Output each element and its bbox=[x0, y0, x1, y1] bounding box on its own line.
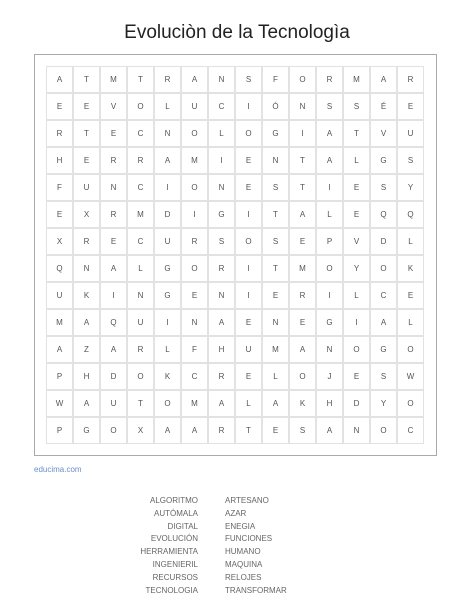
grid-cell: O bbox=[397, 390, 424, 417]
grid-cell: D bbox=[343, 390, 370, 417]
grid-cell: I bbox=[316, 282, 343, 309]
grid-cell: E bbox=[262, 282, 289, 309]
letter-grid bbox=[46, 66, 424, 444]
grid-cell: A bbox=[154, 417, 181, 444]
grid-cell: O bbox=[289, 363, 316, 390]
grid-cell: N bbox=[127, 282, 154, 309]
grid-cell: I bbox=[235, 93, 262, 120]
grid-cell: O bbox=[235, 120, 262, 147]
grid-cell: S bbox=[316, 93, 343, 120]
grid-cell: X bbox=[73, 201, 100, 228]
grid-cell: I bbox=[235, 201, 262, 228]
grid-cell: A bbox=[316, 417, 343, 444]
word-list-left bbox=[120, 495, 198, 597]
grid-cell: G bbox=[208, 201, 235, 228]
word-list-item: FUNCIONES bbox=[225, 534, 273, 544]
grid-cell: Y bbox=[343, 255, 370, 282]
grid-cell: O bbox=[127, 93, 154, 120]
word-list-item: ENEGIA bbox=[225, 521, 256, 531]
grid-cell: N bbox=[181, 309, 208, 336]
word-search-board bbox=[34, 54, 437, 456]
page-title: Evoluciòn de la Tecnologìa bbox=[124, 22, 350, 43]
grid-cell: O bbox=[181, 120, 208, 147]
grid-cell: L bbox=[397, 228, 424, 255]
grid-cell: U bbox=[181, 93, 208, 120]
grid-cell: O bbox=[343, 336, 370, 363]
grid-cell: L bbox=[235, 390, 262, 417]
word-list-item: AUTÓMALA bbox=[153, 508, 198, 518]
grid-cell: N bbox=[154, 120, 181, 147]
grid-cell: G bbox=[316, 309, 343, 336]
grid-cell: E bbox=[289, 309, 316, 336]
grid-cell: T bbox=[262, 201, 289, 228]
grid-cell: U bbox=[73, 174, 100, 201]
grid-cell: U bbox=[46, 282, 73, 309]
grid-cell: Y bbox=[370, 390, 397, 417]
grid-cell: O bbox=[181, 255, 208, 282]
watermark: educima.com bbox=[34, 465, 82, 474]
grid-cell: E bbox=[343, 201, 370, 228]
grid-cell: I bbox=[343, 309, 370, 336]
grid-cell: E bbox=[100, 228, 127, 255]
grid-cell: L bbox=[343, 147, 370, 174]
grid-cell: M bbox=[100, 66, 127, 93]
grid-cell: U bbox=[235, 336, 262, 363]
grid-cell: M bbox=[343, 66, 370, 93]
word-list-item: ALGORITMO bbox=[149, 496, 198, 505]
grid-cell: A bbox=[370, 66, 397, 93]
grid-cell: C bbox=[181, 363, 208, 390]
grid-cell: R bbox=[181, 228, 208, 255]
grid-cell: G bbox=[154, 255, 181, 282]
grid-cell: U bbox=[100, 390, 127, 417]
grid-cell: R bbox=[154, 66, 181, 93]
grid-cell: E bbox=[262, 417, 289, 444]
grid-cell: E bbox=[181, 282, 208, 309]
grid-cell: R bbox=[46, 120, 73, 147]
grid-cell: R bbox=[208, 363, 235, 390]
grid-cell: S bbox=[397, 147, 424, 174]
grid-cell: K bbox=[397, 255, 424, 282]
grid-cell: O bbox=[154, 390, 181, 417]
grid-cell: T bbox=[73, 66, 100, 93]
grid-cell: H bbox=[73, 363, 100, 390]
grid-cell: I bbox=[100, 282, 127, 309]
grid-cell: E bbox=[289, 228, 316, 255]
word-list-item: RECURSOS bbox=[152, 572, 198, 582]
grid-cell: W bbox=[397, 363, 424, 390]
grid-cell: A bbox=[289, 201, 316, 228]
grid-cell: A bbox=[208, 309, 235, 336]
grid-cell: T bbox=[127, 390, 154, 417]
grid-cell: O bbox=[316, 255, 343, 282]
grid-cell: G bbox=[370, 336, 397, 363]
grid-cell: V bbox=[343, 228, 370, 255]
grid-cell: R bbox=[127, 336, 154, 363]
grid-cell: E bbox=[343, 174, 370, 201]
grid-cell: N bbox=[343, 417, 370, 444]
word-list-item: HUMANO bbox=[225, 547, 261, 557]
grid-cell: K bbox=[289, 390, 316, 417]
grid-cell: Q bbox=[370, 201, 397, 228]
grid-cell: M bbox=[46, 309, 73, 336]
grid-cell: I bbox=[208, 147, 235, 174]
grid-cell: T bbox=[289, 147, 316, 174]
grid-cell: G bbox=[73, 417, 100, 444]
grid-cell: T bbox=[127, 66, 154, 93]
grid-cell: S bbox=[370, 363, 397, 390]
grid-cell: C bbox=[397, 417, 424, 444]
grid-cell: Ó bbox=[262, 93, 289, 120]
grid-cell: O bbox=[370, 417, 397, 444]
word-list-item: AZAR bbox=[225, 508, 247, 518]
grid-cell: X bbox=[127, 417, 154, 444]
grid-cell: O bbox=[235, 228, 262, 255]
grid-cell: E bbox=[397, 282, 424, 309]
grid-cell: E bbox=[235, 363, 262, 390]
grid-cell: L bbox=[343, 282, 370, 309]
grid-cell: E bbox=[73, 93, 100, 120]
grid-cell: M bbox=[262, 336, 289, 363]
grid-cell: E bbox=[73, 147, 100, 174]
grid-cell: R bbox=[208, 255, 235, 282]
grid-cell: S bbox=[262, 174, 289, 201]
grid-cell: I bbox=[154, 174, 181, 201]
grid-cell: N bbox=[208, 282, 235, 309]
grid-cell: R bbox=[316, 66, 343, 93]
grid-cell: M bbox=[127, 201, 154, 228]
grid-cell: E bbox=[235, 174, 262, 201]
grid-cell: X bbox=[46, 228, 73, 255]
word-list-item: TECNOLOGIA bbox=[145, 585, 198, 595]
grid-cell: C bbox=[127, 120, 154, 147]
grid-cell: N bbox=[262, 147, 289, 174]
grid-cell: L bbox=[316, 201, 343, 228]
grid-cell: A bbox=[73, 309, 100, 336]
grid-cell: S bbox=[208, 228, 235, 255]
grid-cell: D bbox=[100, 363, 127, 390]
grid-cell: M bbox=[181, 147, 208, 174]
grid-cell: N bbox=[73, 255, 100, 282]
grid-cell: E bbox=[46, 93, 73, 120]
word-list-item: ARTESANO bbox=[225, 496, 269, 505]
grid-cell: L bbox=[262, 363, 289, 390]
grid-cell: R bbox=[127, 147, 154, 174]
grid-cell: A bbox=[370, 309, 397, 336]
grid-cell: M bbox=[181, 390, 208, 417]
grid-cell: O bbox=[289, 66, 316, 93]
grid-cell: L bbox=[208, 120, 235, 147]
grid-cell: U bbox=[397, 120, 424, 147]
grid-cell: N bbox=[289, 93, 316, 120]
grid-cell: N bbox=[262, 309, 289, 336]
grid-cell: A bbox=[100, 336, 127, 363]
grid-cell: U bbox=[154, 228, 181, 255]
grid-cell: G bbox=[154, 282, 181, 309]
grid-cell: A bbox=[100, 255, 127, 282]
grid-cell: R bbox=[73, 228, 100, 255]
grid-cell: C bbox=[127, 228, 154, 255]
word-list-item: MAQUINA bbox=[225, 559, 263, 569]
grid-cell: Y bbox=[397, 174, 424, 201]
grid-cell: F bbox=[262, 66, 289, 93]
grid-cell: H bbox=[316, 390, 343, 417]
grid-cell: P bbox=[316, 228, 343, 255]
grid-cell: E bbox=[235, 147, 262, 174]
grid-cell: R bbox=[397, 66, 424, 93]
grid-cell: N bbox=[208, 66, 235, 93]
grid-cell: S bbox=[235, 66, 262, 93]
grid-cell: P bbox=[46, 417, 73, 444]
grid-cell: P bbox=[46, 363, 73, 390]
grid-cell: T bbox=[235, 417, 262, 444]
grid-cell: H bbox=[46, 147, 73, 174]
grid-cell: L bbox=[397, 309, 424, 336]
grid-cell: E bbox=[343, 363, 370, 390]
grid-cell: O bbox=[370, 255, 397, 282]
grid-cell: O bbox=[397, 336, 424, 363]
grid-cell: L bbox=[127, 255, 154, 282]
word-list-item: HERRAMIENTA bbox=[140, 547, 198, 557]
grid-cell: D bbox=[370, 228, 397, 255]
grid-cell: A bbox=[262, 390, 289, 417]
grid-cell: E bbox=[100, 120, 127, 147]
grid-cell: T bbox=[289, 174, 316, 201]
grid-cell: V bbox=[370, 120, 397, 147]
grid-cell: M bbox=[289, 255, 316, 282]
grid-cell: A bbox=[46, 336, 73, 363]
word-list-right bbox=[225, 495, 325, 597]
grid-cell: I bbox=[181, 201, 208, 228]
grid-cell: I bbox=[235, 255, 262, 282]
grid-cell: W bbox=[46, 390, 73, 417]
grid-cell: T bbox=[73, 120, 100, 147]
grid-cell: D bbox=[154, 201, 181, 228]
grid-cell: G bbox=[370, 147, 397, 174]
grid-cell: C bbox=[208, 93, 235, 120]
grid-cell: É bbox=[370, 93, 397, 120]
grid-cell: I bbox=[316, 174, 343, 201]
grid-cell: O bbox=[181, 174, 208, 201]
grid-cell: N bbox=[208, 174, 235, 201]
grid-cell: N bbox=[100, 174, 127, 201]
grid-cell: A bbox=[181, 66, 208, 93]
grid-cell: T bbox=[262, 255, 289, 282]
grid-cell: R bbox=[100, 201, 127, 228]
grid-cell: H bbox=[208, 336, 235, 363]
grid-cell: A bbox=[73, 390, 100, 417]
grid-cell: J bbox=[316, 363, 343, 390]
grid-cell: S bbox=[289, 417, 316, 444]
grid-cell: E bbox=[397, 93, 424, 120]
grid-cell: A bbox=[316, 120, 343, 147]
grid-cell: N bbox=[316, 336, 343, 363]
grid-cell: E bbox=[46, 201, 73, 228]
grid-cell: Z bbox=[73, 336, 100, 363]
grid-cell: U bbox=[127, 309, 154, 336]
grid-cell: A bbox=[46, 66, 73, 93]
grid-cell: F bbox=[46, 174, 73, 201]
grid-cell: S bbox=[262, 228, 289, 255]
grid-cell: S bbox=[343, 93, 370, 120]
grid-cell: A bbox=[154, 147, 181, 174]
grid-cell: L bbox=[154, 336, 181, 363]
grid-cell: O bbox=[100, 417, 127, 444]
grid-cell: Q bbox=[46, 255, 73, 282]
grid-cell: A bbox=[181, 417, 208, 444]
grid-cell: V bbox=[100, 93, 127, 120]
grid-cell: A bbox=[208, 390, 235, 417]
grid-cell: S bbox=[370, 174, 397, 201]
grid-cell: R bbox=[208, 417, 235, 444]
grid-cell: R bbox=[289, 282, 316, 309]
grid-cell: K bbox=[154, 363, 181, 390]
grid-cell: E bbox=[235, 309, 262, 336]
grid-cell: C bbox=[370, 282, 397, 309]
grid-cell: A bbox=[289, 336, 316, 363]
grid-cell: C bbox=[127, 174, 154, 201]
grid-cell: O bbox=[127, 363, 154, 390]
grid-cell: K bbox=[73, 282, 100, 309]
grid-cell: Q bbox=[397, 201, 424, 228]
grid-cell: R bbox=[100, 147, 127, 174]
word-list-item: INGENIERIL bbox=[152, 559, 198, 569]
grid-cell: T bbox=[343, 120, 370, 147]
word-list-item: TRANSFORMAR bbox=[225, 585, 287, 595]
word-list-item: RELOJES bbox=[225, 572, 262, 582]
grid-cell: I bbox=[289, 120, 316, 147]
grid-cell: G bbox=[262, 120, 289, 147]
grid-cell: I bbox=[154, 309, 181, 336]
grid-cell: L bbox=[154, 93, 181, 120]
word-list-item: EVOLUCIÓN bbox=[150, 534, 198, 544]
grid-cell: Q bbox=[100, 309, 127, 336]
grid-cell: I bbox=[235, 282, 262, 309]
word-list-item: DIGITAL bbox=[167, 521, 198, 531]
grid-cell: F bbox=[181, 336, 208, 363]
grid-cell: A bbox=[316, 147, 343, 174]
